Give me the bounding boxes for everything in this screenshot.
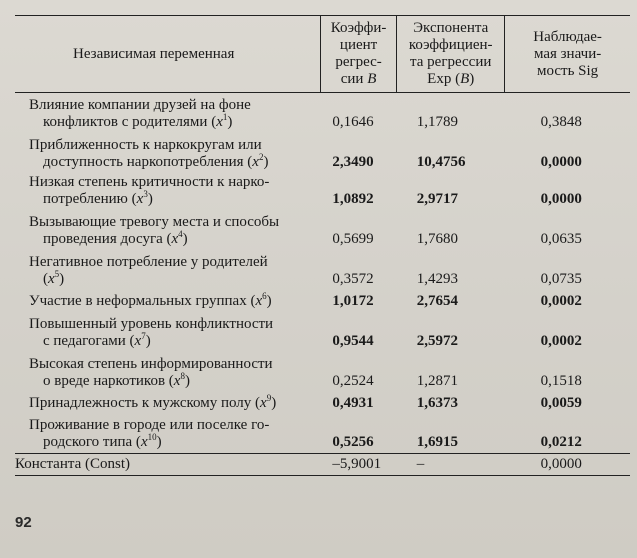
header-exp-coefficient: Экспонента коэффициен- та регрессии Exp (B)	[397, 16, 505, 93]
constant-b-value: –5,9001	[320, 454, 396, 476]
variable-label-line2: доступность наркопотребления $(x^2)$	[43, 151, 269, 170]
exp-b-value: 1,7680	[416, 230, 458, 247]
coefficient-b-value: 0,5699	[332, 230, 374, 247]
variable-label-line1: Приближенность к наркокругам или	[29, 136, 262, 153]
variable-label	[15, 210, 320, 250]
table-row	[15, 173, 630, 210]
significance-value: 0,0735	[540, 270, 582, 287]
table-row	[15, 312, 630, 352]
exp-b-value: 10,4756	[416, 153, 466, 170]
header-coefficient-b: Коэффи- циент регрес- сии B	[320, 16, 396, 93]
variable-label-line1: Вызывающие тревогу места и способы	[29, 213, 280, 230]
exp-b-value: 2,9717	[416, 190, 458, 207]
table-row	[15, 352, 630, 392]
page-number: 92	[15, 514, 32, 531]
constant-row	[15, 454, 630, 476]
table-row	[15, 414, 630, 454]
coefficient-b-value: 0,9544	[332, 332, 374, 349]
variable-label-line1: Влияние компании друзей на фоне	[29, 96, 251, 113]
variable-label	[15, 250, 320, 290]
constant-sig-value: 0,0000	[505, 454, 630, 476]
table-row	[15, 133, 630, 173]
variable-label-line1: Повышенный уровень конфликтности	[29, 315, 274, 332]
variable-label-line1: Низкая степень критичности к нарко-	[29, 173, 270, 190]
exp-b-value: 1,1789	[416, 113, 458, 130]
significance-value: 0,0002	[540, 332, 582, 349]
header-significance: Наблюдае- мая значи- мость Sig	[505, 16, 630, 93]
coefficient-b-value: 1,0892	[332, 190, 374, 207]
variable-label-line2: конфликтов с родителями $(x^1)$	[43, 111, 233, 130]
variable-label	[15, 414, 320, 454]
variable-label-line2: проведения досуга $(x^4)$	[43, 228, 188, 247]
significance-value: 0,1518	[540, 372, 582, 389]
significance-value: 0,0000	[540, 153, 582, 170]
variable-label-line2: $(x^5)$	[43, 268, 65, 287]
regression-table	[15, 15, 630, 476]
significance-value: 0,3848	[540, 113, 582, 130]
header-independent-variable: Независимая переменная	[15, 16, 320, 93]
table-row	[15, 210, 630, 250]
table-row	[15, 250, 630, 290]
variable-label-line2: с педагогами $(x^7)$	[43, 330, 151, 349]
coefficient-b-value: 0,2524	[332, 372, 374, 389]
variable-label-line2: о вреде наркотиков $(x^8)$	[43, 370, 190, 389]
variable-label	[15, 290, 320, 312]
variable-label	[15, 352, 320, 392]
variable-label	[15, 312, 320, 352]
variable-label-line2: потреблению $(x^3)$	[43, 188, 153, 207]
variable-label-line2: Принадлежность к мужскому полу $(x^9)$	[29, 392, 277, 411]
variable-label	[15, 173, 320, 210]
variable-label	[15, 133, 320, 173]
variable-label-line1: Высокая степень информированности	[29, 355, 273, 372]
exp-b-value: 1,6373	[416, 394, 458, 411]
variable-label-line2: Участие в неформальных группах $(x^6)$	[29, 290, 272, 309]
coefficient-b-value: 0,1646	[332, 113, 374, 130]
exp-b-value: 1,4293	[416, 270, 458, 287]
constant-label: Константа (Const)	[15, 454, 320, 476]
table-row	[15, 392, 630, 414]
significance-value: 0,0000	[540, 190, 582, 207]
exp-b-value: 1,6915	[416, 434, 458, 450]
coefficient-b-value: 0,4931	[332, 394, 374, 411]
significance-value: 0,0059	[540, 394, 582, 411]
significance-value: 0,0635	[540, 230, 582, 247]
variable-label	[15, 93, 320, 133]
coefficient-b-value: 0,3572	[332, 270, 374, 287]
coefficient-b-value: 1,0172	[332, 292, 374, 309]
variable-label-line2: родского типа $(x^{10})$	[43, 432, 162, 450]
significance-value: 0,0002	[540, 292, 582, 309]
table-header-row	[15, 16, 630, 93]
significance-value: 0,0212	[540, 434, 582, 450]
exp-b-value: 2,7654	[416, 292, 458, 309]
constant-exp-value: –	[397, 454, 505, 476]
coefficient-b-value: 0,5256	[332, 434, 374, 450]
table-row	[15, 290, 630, 312]
variable-label	[15, 392, 320, 414]
table-row	[15, 93, 630, 133]
coefficient-b-value: 2,3490	[332, 153, 374, 170]
exp-b-value: 1,2871	[416, 372, 458, 389]
variable-label-line1: Проживание в городе или поселке го-	[29, 417, 270, 433]
exp-b-value: 2,5972	[416, 332, 458, 349]
variable-label-line1: Негативное потребление у родителей	[29, 253, 268, 270]
